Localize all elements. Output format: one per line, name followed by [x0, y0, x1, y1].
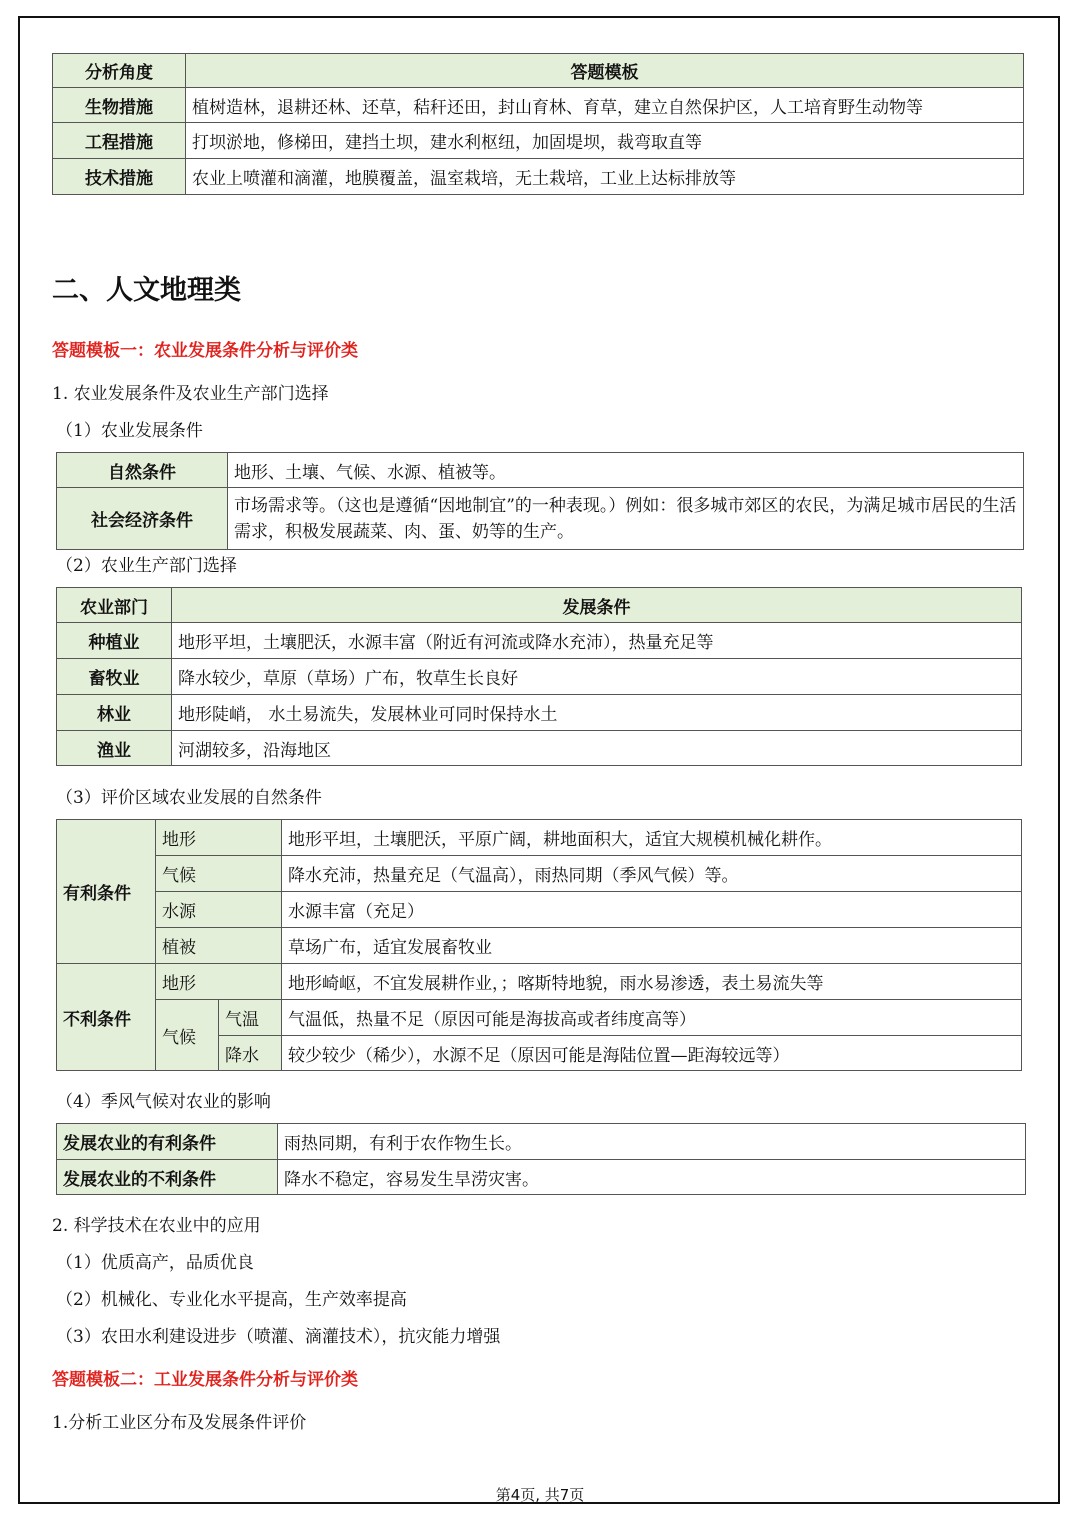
factor-label: 气候	[156, 856, 282, 892]
subfactor-label: 降水	[219, 1036, 282, 1071]
table-row	[57, 892, 1022, 928]
factor-content: 地形平坦，土壤肥沃，平原广阔，耕地面积大，适宜大规模机械化耕作。	[282, 820, 1022, 856]
factor-label: 水源	[156, 892, 282, 928]
row-content: 地形、土壤、气候、水源、植被等。	[228, 453, 1024, 488]
table-row	[57, 964, 1022, 1000]
row-label: 发展农业的不利条件	[57, 1160, 278, 1195]
row-label: 发展农业的有利条件	[57, 1124, 278, 1160]
row-content: 打坝淤地，修梯田，建挡土坝，建水利枢纽，加固堤坝，裁弯取直等	[186, 123, 1024, 159]
row-content: 地形平坦，土壤肥沃，水源丰富（附近有河流或降水充沛），热量充足等	[172, 623, 1022, 659]
table-row	[57, 1160, 1026, 1195]
list-item: （2）机械化、专业化水平提高，生产效率提高	[56, 1290, 407, 1310]
factor-content: 气温低，热量不足（原因可能是海拔高或者纬度高等）	[282, 1000, 1022, 1036]
header-cell: 答题模板	[186, 54, 1024, 88]
sub-heading: （1）农业发展条件	[56, 421, 203, 441]
factor-label: 地形	[156, 820, 282, 856]
row-content: 降水不稳定，容易发生旱涝灾害。	[278, 1160, 1026, 1195]
factor-content: 地形崎岖，不宜发展耕作业，；喀斯特地貌，雨水易渗透，表土易流失等	[282, 964, 1022, 1000]
favorable-label: 有利条件	[57, 820, 156, 964]
list-item: （1）优质高产，品质优良	[56, 1253, 254, 1273]
table-row	[57, 856, 1022, 892]
item-heading: 2. 科学技术在农业中的应用	[52, 1216, 261, 1236]
row-label: 自然条件	[57, 453, 228, 488]
sub-heading: （4）季风气候对农业的影响	[56, 1092, 271, 1112]
table-row	[53, 88, 1024, 123]
table-row	[57, 695, 1022, 731]
sub-heading: （2）农业生产部门选择	[56, 556, 237, 576]
table-row	[57, 453, 1024, 488]
factor-label: 地形	[156, 964, 282, 1000]
row-label: 社会经济条件	[57, 488, 228, 550]
section-title: 二、人文地理类	[52, 275, 241, 306]
row-label: 工程措施	[53, 123, 186, 159]
row-content: 地形陡峭， 水土易流失，发展林业可同时保持水土	[172, 695, 1022, 731]
factor-content: 水源丰富（充足）	[282, 892, 1022, 928]
table-row	[53, 159, 1024, 195]
table-row	[57, 1124, 1026, 1160]
table-header-row	[53, 54, 1024, 88]
table-row	[57, 928, 1022, 964]
row-content: 市场需求等。（这也是遵循“因地制宜”的一种表现。）例如：很多城市郊区的农民，为满足城市居民的生活需求，积极发展蔬菜、肉、蛋、奶等的生产。	[228, 488, 1024, 550]
table-row	[57, 1000, 1022, 1036]
table-row	[53, 123, 1024, 159]
template-title: 答题模板二：工业发展条件分析与评价类	[52, 1370, 358, 1390]
agri-conditions-table	[56, 452, 1024, 550]
list-item: （3）农田水利建设进步（喷灌、滴灌技术），抗灾能力增强	[56, 1327, 501, 1347]
row-label: 技术措施	[53, 159, 186, 195]
sub-heading: （3）评价区域农业发展的自然条件	[56, 788, 322, 808]
row-label: 畜牧业	[57, 659, 172, 695]
natural-conditions-table	[56, 819, 1022, 1071]
table-row	[57, 623, 1022, 659]
factor-label: 气候	[156, 1000, 219, 1071]
item-heading: 1. 农业发展条件及农业生产部门选择	[52, 384, 329, 404]
row-label: 林业	[57, 695, 172, 731]
template-title: 答题模板一：农业发展条件分析与评价类	[52, 341, 358, 361]
table-row	[57, 731, 1022, 766]
factor-content: 较少较少（稀少），水源不足（原因可能是海陆位置—距海较远等）	[282, 1036, 1022, 1071]
header-cell: 分析角度	[53, 54, 186, 88]
header-cell: 发展条件	[172, 588, 1022, 623]
factor-content: 草场广布，适宜发展畜牧业	[282, 928, 1022, 964]
row-content: 植树造林，退耕还林、还草，秸秆还田，封山育林、育草，建立自然保护区，人工培育野生动物等	[186, 88, 1024, 123]
unfavorable-label: 不利条件	[57, 964, 156, 1071]
row-content: 河湖较多，沿海地区	[172, 731, 1022, 766]
table-row	[57, 659, 1022, 695]
factor-content: 降水充沛，热量充足（气温高），雨热同期（季风气候）等。	[282, 856, 1022, 892]
table-row	[57, 488, 1024, 550]
row-content: 农业上喷灌和滴灌，地膜覆盖，温室栽培，无土栽培，工业上达标排放等	[186, 159, 1024, 195]
row-content: 降水较少，草原（草场）广布，牧草生长良好	[172, 659, 1022, 695]
measures-table	[52, 53, 1024, 195]
row-label: 渔业	[57, 731, 172, 766]
row-content: 雨热同期，有利于农作物生长。	[278, 1124, 1026, 1160]
header-cell: 农业部门	[57, 588, 172, 623]
subfactor-label: 气温	[219, 1000, 282, 1036]
row-label: 生物措施	[53, 88, 186, 123]
item-heading: 1.分析工业区分布及发展条件评价	[52, 1413, 307, 1433]
agri-sectors-table	[56, 587, 1022, 766]
factor-label: 植被	[156, 928, 282, 964]
row-label: 种植业	[57, 623, 172, 659]
table-row	[57, 820, 1022, 856]
page-footer: 第4页, 共7页	[495, 1486, 585, 1504]
table-header-row	[57, 588, 1022, 623]
monsoon-table	[56, 1123, 1026, 1195]
